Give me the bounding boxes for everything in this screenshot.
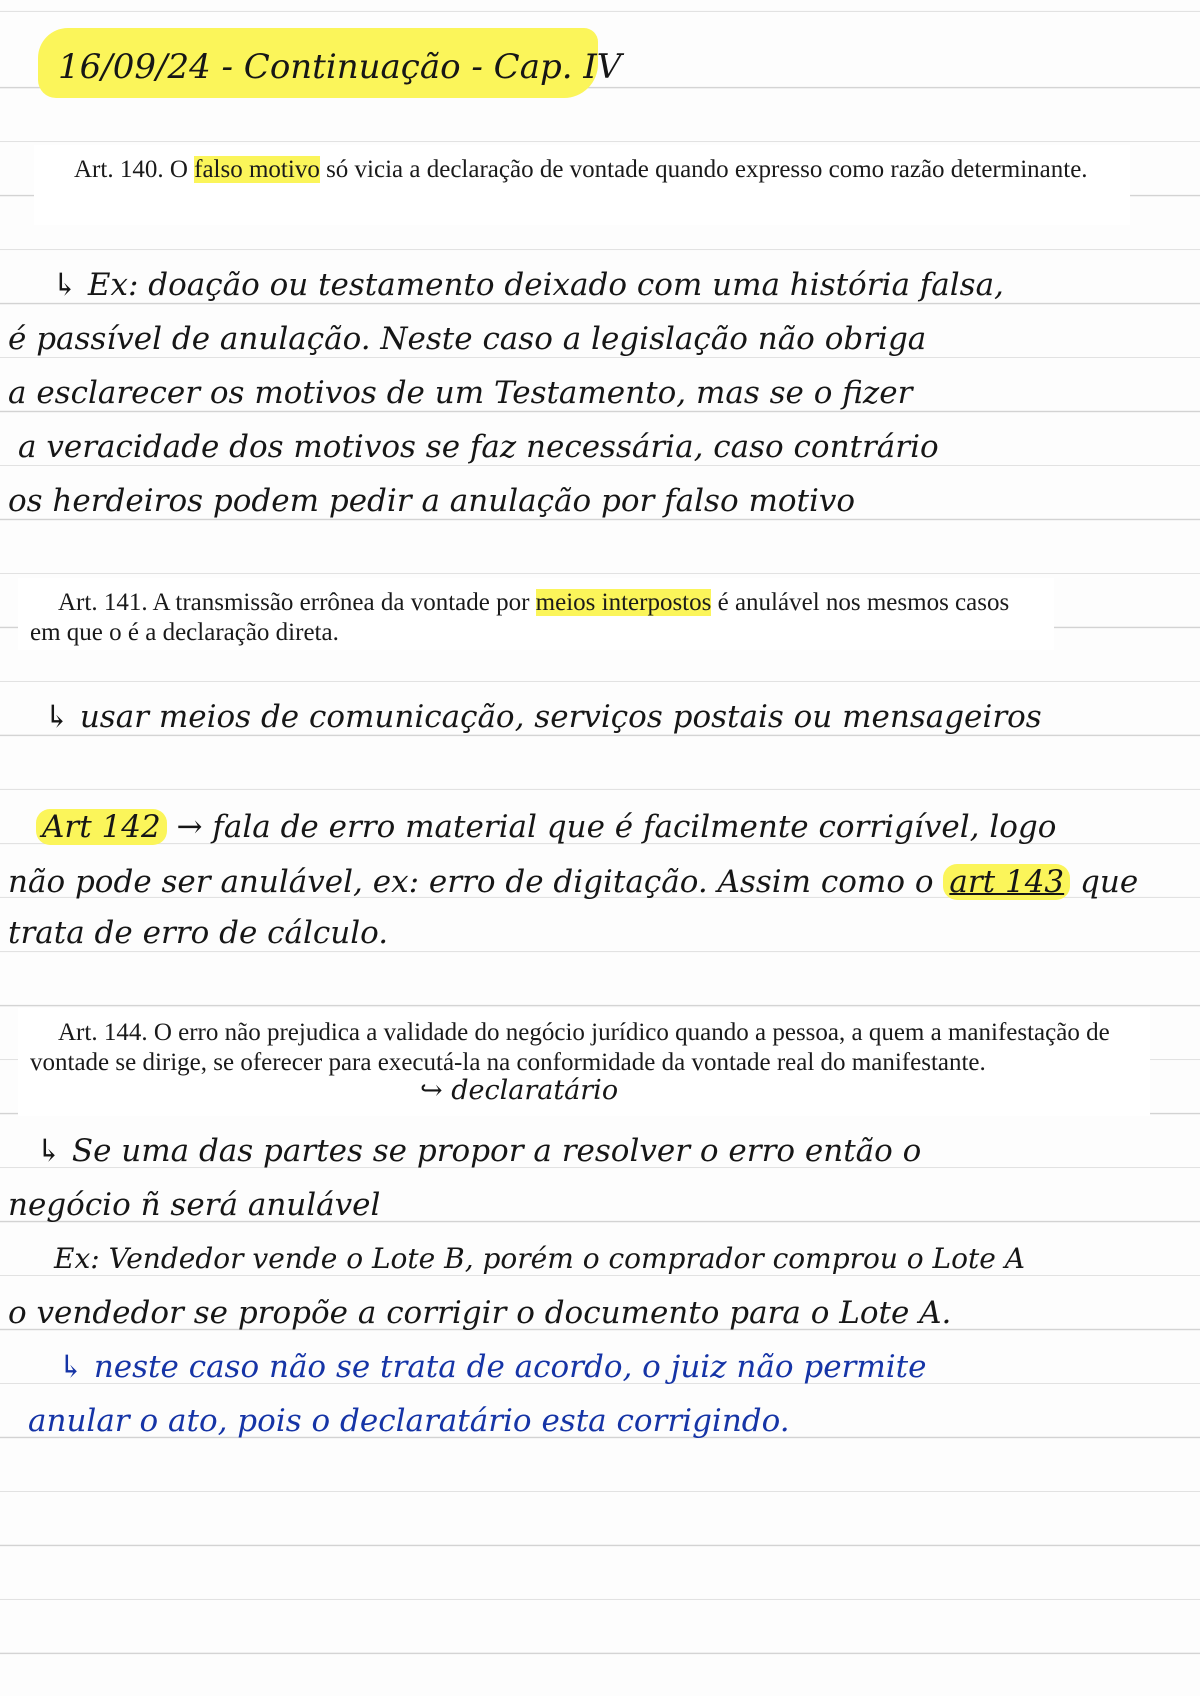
art-142-line-3: trata de erro de cálculo.: [8, 915, 389, 951]
note-140-line-5: os herdeiros podem pedir a anulação por falso motivo: [8, 483, 856, 519]
highlight-falso-motivo: falso motivo: [194, 156, 320, 183]
note-144-blue-line-1: ↳ neste caso não se trata de acordo, o juiz não permite: [58, 1349, 927, 1385]
note-144-line-3: Ex: Vendedor vende o Lote B, porém o comprador comprou o Lote A: [54, 1242, 1025, 1275]
art-142-label: Art 142: [36, 809, 167, 845]
note-144-line-4: o vendedor se propõe a corrigir o documento para o Lote A.: [8, 1295, 952, 1331]
note-140-line-1: ↳ Ex: doação ou testamento deixado com uma história falsa,: [52, 267, 1004, 303]
art-142-line-2: não pode ser anulável, ex: erro de digitação. Assim como o art 143 que: [8, 864, 1139, 900]
article-144-text: Art. 144. O erro não prejudica a validade do negócio jurídico quando a pessoa, a quem a manifestação de vontade se dirige, se oferecer para executá-la na conformidade da vontade real do manifestante.: [30, 1019, 1110, 1076]
note-140-line-4: a veracidade dos motivos se faz necessária, caso contrário: [18, 429, 939, 465]
note-144-blue-line-2: anular o ato, pois o declaratário esta corrigindo.: [28, 1403, 790, 1439]
highlight-meios-interpostos: meios interpostos: [535, 589, 712, 616]
note-140-line-3: a esclarecer os motivos de um Testamento, mas se o fizer: [8, 375, 913, 411]
note-140-line-2: é passível de anulação. Neste caso a legislação não obriga: [8, 321, 927, 357]
article-141-block: [18, 578, 1054, 650]
page-title: 16/09/24 - Continuação - Cap. IV: [58, 47, 622, 87]
note-144-line-2: negócio ñ será anulável: [8, 1187, 381, 1223]
article-140-text: Art. 140. O falso motivo só vicia a declaração de vontade quando expresso como razão determinante.: [74, 156, 1088, 183]
note-141: ↳ usar meios de comunicação, serviços postais ou mensageiros: [44, 699, 1042, 735]
art-142-line-1: Art 142 → fala de erro material que é facilmente corrigível, logo: [36, 800, 1056, 854]
art-143-label: art 143: [943, 864, 1070, 900]
declaratario-annotation: ↪ declaratário: [420, 1075, 619, 1106]
article-140-block: [34, 145, 1130, 225]
article-141-text: Art. 141. A transmissão errônea da vontade por meios interpostos é anulável nos mesmos casos em que o é a declaração direta.: [30, 589, 1010, 646]
note-144-line-1: ↳ Se uma das partes se propor a resolver o erro então o: [36, 1133, 922, 1169]
